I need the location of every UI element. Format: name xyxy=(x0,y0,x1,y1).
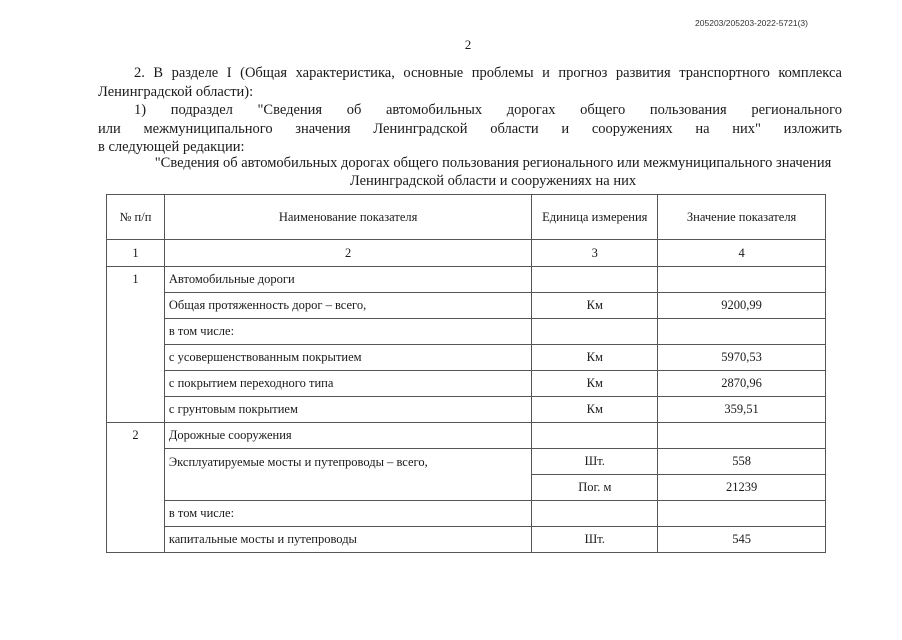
indicator-name: в том числе: xyxy=(164,501,531,527)
page-number: 2 xyxy=(464,37,472,52)
document-id: 205203/205203-2022-5721(3) xyxy=(695,18,808,28)
unit-cell: Шт. xyxy=(532,449,658,475)
column-number: 3 xyxy=(532,240,658,267)
unit-cell xyxy=(532,319,658,345)
header-value: Значение показателя xyxy=(658,195,826,240)
indicator-name: Дорожные сооружения xyxy=(164,423,531,449)
unit-cell: Шт. xyxy=(532,527,658,553)
table-title-line2: Ленинградской области и сооружениях на них xyxy=(349,173,637,189)
value-cell xyxy=(658,423,826,449)
paragraph-subsection-line2: или межмуниципального значения Ленинградской области и сооружениях на них" изложить xyxy=(98,120,842,137)
paragraph-subsection-line1: 1) подраздел "Сведения об автомобильных дорогах общего пользования регионального xyxy=(134,102,842,118)
indicator-name: Общая протяженность дорог – всего, xyxy=(164,293,531,319)
indicator-name: с усовершенствованным покрытием xyxy=(164,345,531,371)
unit-cell xyxy=(532,501,658,527)
value-cell: 558 xyxy=(658,449,826,475)
column-number: 4 xyxy=(658,240,826,267)
indicator-name: Эксплуатируемые мосты и путепроводы – всего, xyxy=(164,449,531,501)
paragraph-section-change: 2. В разделе I (Общая характеристика, основные проблемы и прогноз развития транспортного комплекса Ленинградской области): xyxy=(98,65,842,100)
table-row xyxy=(107,449,826,475)
header-unit: Единица измерения xyxy=(532,195,658,240)
indicator-name: с покрытием переходного типа xyxy=(164,371,531,397)
unit-cell xyxy=(532,267,658,293)
table-row xyxy=(107,319,826,345)
group-number: 1 xyxy=(107,267,165,423)
table-row xyxy=(107,267,826,293)
value-cell: 545 xyxy=(658,527,826,553)
value-cell xyxy=(658,267,826,293)
value-cell: 5970,53 xyxy=(658,345,826,371)
unit-cell xyxy=(532,423,658,449)
unit-cell: Км xyxy=(532,397,658,423)
value-cell xyxy=(658,319,826,345)
value-cell xyxy=(658,501,826,527)
value-cell: 21239 xyxy=(658,475,826,501)
indicator-name: в том числе: xyxy=(164,319,531,345)
indicator-name: капитальные мосты и путепроводы xyxy=(164,527,531,553)
table-row xyxy=(107,527,826,553)
table-row xyxy=(107,345,826,371)
header-number: № п/п xyxy=(107,195,165,240)
indicator-name: с грунтовым покрытием xyxy=(164,397,531,423)
unit-cell: Пог. м xyxy=(532,475,658,501)
paragraph-subsection-line3: в следующей редакции: xyxy=(98,139,245,155)
table-row xyxy=(107,423,826,449)
table-header-row xyxy=(107,195,826,240)
table-title xyxy=(98,154,888,190)
table-row xyxy=(107,371,826,397)
value-cell: 359,51 xyxy=(658,397,826,423)
table-row xyxy=(107,397,826,423)
column-number: 2 xyxy=(164,240,531,267)
column-number: 1 xyxy=(107,240,165,267)
value-cell: 9200,99 xyxy=(658,293,826,319)
unit-cell: Км xyxy=(532,345,658,371)
unit-cell: Км xyxy=(532,293,658,319)
body-text xyxy=(98,64,842,157)
road-info-table xyxy=(106,194,826,553)
unit-cell: Км xyxy=(532,371,658,397)
table-title-line1: "Сведения об автомобильных дорогах общего пользования регионального или межмуниципального значения xyxy=(154,155,832,171)
group-number: 2 xyxy=(107,423,165,553)
indicator-name: Автомобильные дороги xyxy=(164,267,531,293)
value-cell: 2870,96 xyxy=(658,371,826,397)
table-row xyxy=(107,501,826,527)
column-number-row xyxy=(107,240,826,267)
table-row xyxy=(107,293,826,319)
header-indicator-name: Наименование показателя xyxy=(164,195,531,240)
